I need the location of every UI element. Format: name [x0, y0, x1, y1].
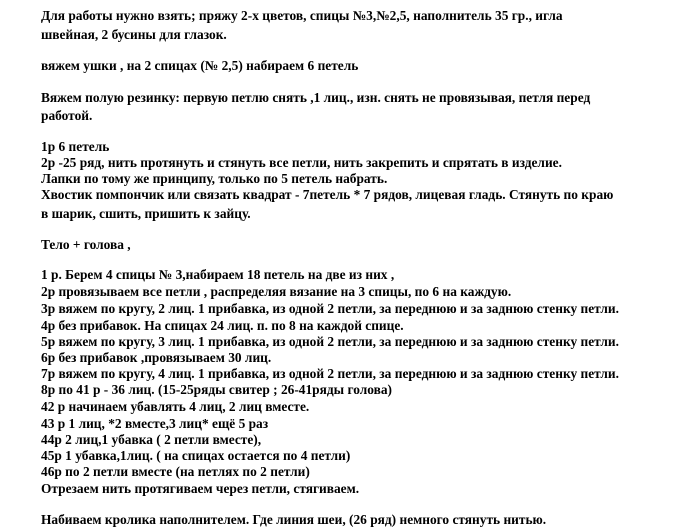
text-line: 44р 2 лиц,1 убавка ( 2 петли вместе), [41, 432, 262, 447]
text-line: Лапки по тому же принципу, только по 5 петель набрать. [41, 171, 388, 186]
text-line: Набиваем кролика наполнителем. Где линия шеи, (26 ряд) немного стянуть нитью. [41, 512, 547, 527]
section-heading: Тело + голова , [41, 237, 131, 252]
text-line: 2р -25 ряд, нить протянуть и стянуть все петли, нить закрепить и спрятать в изделие. [41, 155, 562, 170]
text-line: работой. [41, 108, 93, 123]
text-line: 42 р начинаем убавлять 4 лиц, 2 лиц вместе. [41, 399, 310, 414]
text-line: 2р провязываем все петли , распределяя вязание на 3 спицы, по 6 на каждую. [41, 284, 512, 299]
text-line: Вяжем полую резинку: первую петлю снять ,1 лиц., изн. снять не провязывая, петля перед [41, 90, 591, 105]
text-line: Хвостик помпончик или связать квадрат - 7петель * 7 рядов, лицевая гладь. Стянуть по краю [41, 187, 614, 202]
text-line: 3р вяжем по кругу, 2 лиц. 1 прибавка, из одной 2 петли, за переднюю и за заднюю стенку петли. [41, 301, 619, 316]
text-line: швейная, 2 бусины для глазок. [41, 27, 227, 42]
text-line: 8р по 41 р - 36 лиц. (15-25ряды свитер ; 26-41ряды голова) [41, 382, 392, 397]
text-line: 45р 1 убавка,1лиц. ( на спицах остается по 4 петли) [41, 448, 351, 463]
text-line: 1р 6 петель [41, 139, 110, 154]
text-line: 1 р. Берем 4 спицы № 3,набираем 18 петель на две из них , [41, 267, 395, 282]
text-line: 6р без прибавок ,провязываем 30 лиц. [41, 350, 272, 365]
text-line: вяжем ушки , на 2 спицах (№ 2,5) набираем 6 петель [41, 58, 359, 73]
text-line: 46р по 2 петли вместе (на петлях по 2 петли) [41, 464, 310, 479]
text-line: 7р вяжем по кругу, 4 лиц. 1 прибавка, из одной 2 петли, за переднюю и за заднюю стенку петли. [41, 366, 619, 381]
text-line: в шарик, сшить, пришить к зайцу. [41, 206, 251, 221]
text-line: 5р вяжем по кругу, 3 лиц. 1 прибавка, из одной 2 петли, за переднюю и за заднюю стенку петли. [41, 334, 619, 349]
text-line: Отрезаем нить протягиваем через петли, стягиваем. [41, 481, 360, 496]
text-line: 4р без прибавок. На спицах 24 лиц. п. по 8 на каждой спице. [41, 318, 404, 333]
text-line: Для работы нужно взять; пряжу 2-х цветов, спицы №3,№2,5, наполнитель 35 гр., игла [41, 8, 563, 23]
text-line: 43 р 1 лиц, *2 вместе,3 лиц* ещё 5 раз [41, 416, 269, 431]
